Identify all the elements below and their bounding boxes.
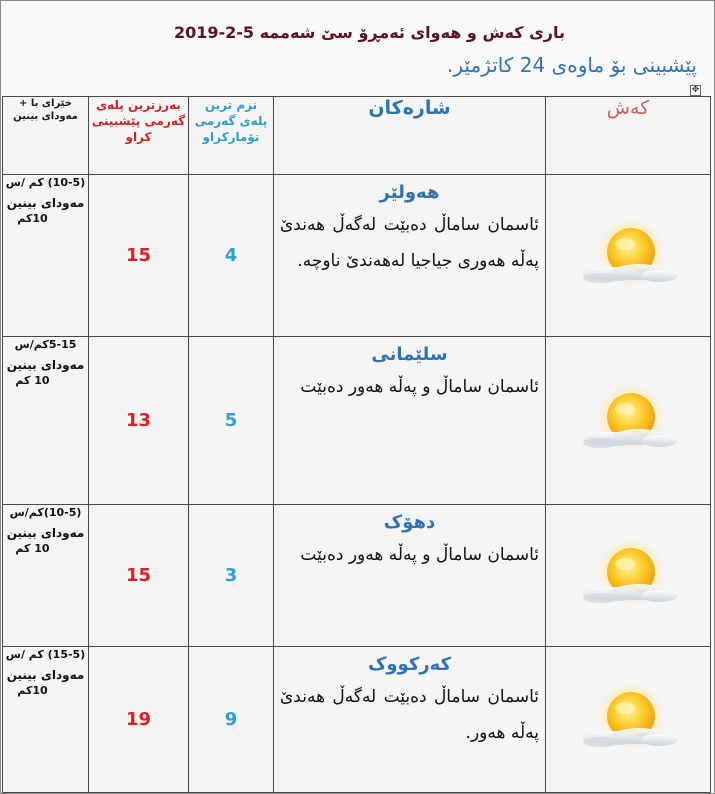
max-temp: 13: [89, 337, 189, 505]
weather-table: [2, 96, 711, 793]
city-forecast-cell: [274, 175, 546, 337]
visibility-label: مەودای بینین: [6, 668, 85, 682]
min-temp: 5: [189, 337, 274, 505]
city-name: هەولێر: [379, 182, 440, 203]
city-forecast-cell: [274, 647, 546, 793]
visibility-label: مەودای بینین: [6, 358, 85, 372]
wind-speed: (10-5) کم /س: [5, 176, 86, 189]
wind-speed: (15-5) کم /س: [5, 648, 86, 661]
min-temp: 3: [189, 505, 274, 647]
weather-icon-cell: [546, 505, 711, 647]
forecast-description: ئاسمان ساماڵ و پەڵە هەور دەبێت: [300, 377, 539, 397]
table-row: [3, 337, 711, 505]
visibility-label: مەودای بینین: [6, 526, 85, 540]
visibility-value: 10کم: [17, 212, 48, 225]
table-row: [3, 505, 711, 647]
weather-icon-cell: [546, 175, 711, 337]
weather-icon-cell: [546, 647, 711, 793]
max-temp: 15: [89, 175, 189, 337]
table-row: [3, 175, 711, 337]
forecast-description: ئاسمان ساماڵ دەبێت لەگەڵ هەندێ پەڵە هەوری جیاجیا لەهەندێ ناوچە.: [280, 215, 539, 271]
page-title: باری کەش و هەوای ئەمڕۆ سێ شەممە 5-2-2019: [173, 23, 565, 42]
visibility-label: مەودای بینین: [6, 196, 85, 210]
header-cities: شارەکان: [274, 97, 546, 175]
header-min-temp: نزم ترین پلەی گەرمی تۆمارکراو: [189, 97, 274, 175]
header-max-temp: بەرزترین پلەی گەرمی پێشبینی کراو: [89, 97, 189, 175]
visibility-value: 10کم: [17, 684, 48, 697]
city-name: سلێمانی: [371, 344, 448, 365]
weather-icon-cell: [546, 337, 711, 505]
forecast-description: ئاسمان ساماڵ دەبێت لەگەڵ هەندێ پەڵە هەور.: [280, 687, 539, 743]
forecast-description: ئاسمان ساماڵ و پەڵە هەور دەبێت: [300, 545, 539, 565]
min-temp: 4: [189, 175, 274, 337]
wind-visibility-cell: [3, 175, 89, 337]
wind-visibility-cell: [3, 505, 89, 647]
city-name: دهۆک: [383, 512, 436, 533]
visibility-value: 10 کم: [15, 542, 50, 555]
header-wind-visibility: خێرای با + مەودای بینین: [3, 97, 89, 175]
wind-visibility-cell: [3, 647, 89, 793]
max-temp: 19: [89, 647, 189, 793]
header-weather: کەش: [546, 97, 711, 175]
city-name: کەرکووک: [367, 654, 452, 675]
wind-speed: 5-15کم/س: [14, 338, 77, 351]
visibility-value: 10 کم: [15, 374, 50, 387]
max-temp: 15: [89, 505, 189, 647]
city-forecast-cell: [274, 337, 546, 505]
sun-partly-cloudy-icon: [573, 680, 683, 760]
table-move-handle-icon[interactable]: ✥: [691, 85, 700, 95]
sun-partly-cloudy-icon: [573, 536, 683, 616]
sun-partly-cloudy-icon: [573, 381, 683, 461]
table-header-row: [3, 97, 711, 175]
table-row: [3, 647, 711, 793]
city-forecast-cell: [274, 505, 546, 647]
sun-partly-cloudy-icon: [573, 216, 683, 296]
page-subtitle: پێشبینی بۆ ماوەی 24 کاتژمێر.: [447, 53, 697, 77]
min-temp: 9: [189, 647, 274, 793]
wind-speed: (10-5)کم/س: [9, 506, 82, 519]
wind-visibility-cell: [3, 337, 89, 505]
